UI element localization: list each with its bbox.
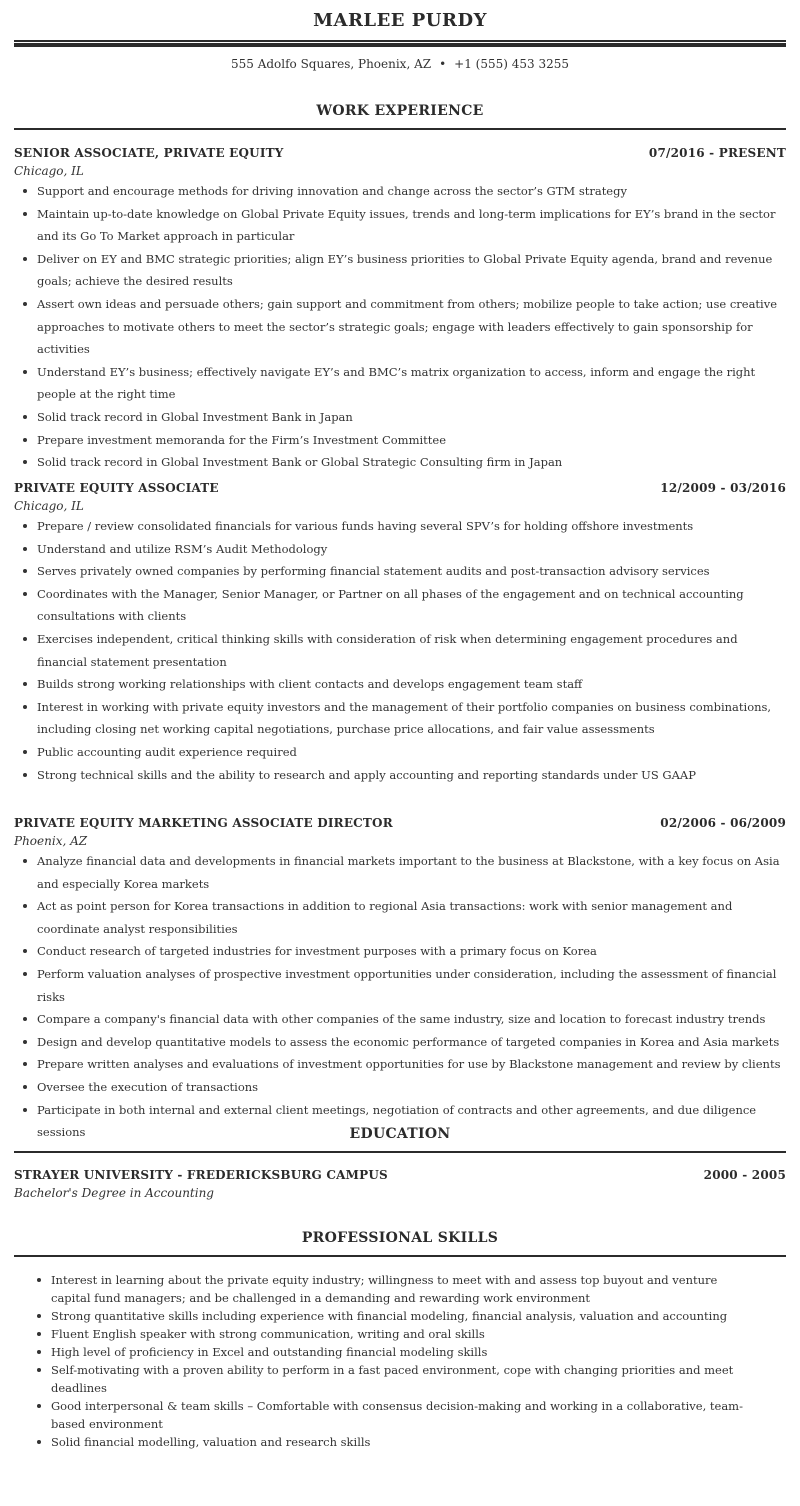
job-title: PRIVATE EQUITY MARKETING ASSOCIATE DIRECTOR	[14, 816, 393, 830]
job-bullet: Solid track record in Global Investment Bank in Japan	[14, 406, 786, 429]
skill-item: Interest in learning about the private equity industry; willingness to meet with and assess top buyout and venture capital fund managers; and be challenged in a demanding and rewarding work environment	[14, 1271, 786, 1307]
job-bullet: Builds strong working relationships with client contacts and develops engagement team staff	[14, 673, 786, 696]
job-dates: 12/2009 - 03/2016	[660, 481, 786, 495]
skill-item: Fluent English speaker with strong communication, writing and oral skills	[14, 1325, 786, 1343]
job-bullet: Strong technical skills and the ability to research and apply accounting and reporting standards under US GAAP	[14, 764, 786, 787]
job-bullet: Interest in working with private equity investors and the management of their portfolio companies on business combinations, including closing net working capital negotiations, purchase price allocations, and fair value assessments	[14, 696, 786, 741]
job-dates: 02/2006 - 06/2009	[660, 816, 786, 830]
school-name: STRAYER UNIVERSITY - FREDERICKSBURG CAMPUS	[14, 1168, 388, 1182]
job-dates: 07/2016 - PRESENT	[648, 146, 786, 160]
job-entry-3	[14, 816, 786, 1144]
job-bullet-list	[14, 850, 786, 1144]
skill-item: Solid financial modelling, valuation and research skills	[14, 1433, 786, 1451]
skill-item: Strong quantitative skills including experience with financial modeling, financial analysis, valuation and accounting	[14, 1307, 786, 1325]
skill-item: Self-motivating with a proven ability to perform in a fast paced environment, cope with changing priorities and meet deadlines	[14, 1361, 786, 1397]
address-text: 555 Adolfo Squares, Phoenix, AZ	[230, 57, 432, 71]
job-bullet: Prepare / review consolidated financials for various funds having several SPV’s for holding offshore investments	[14, 515, 786, 538]
skill-list	[14, 1271, 786, 1451]
job-bullet: Conduct research of targeted industries for investment purposes with a primary focus on Korea	[14, 940, 786, 963]
candidate-name: MARLEE PURDY	[313, 10, 487, 31]
job-bullet: Coordinates with the Manager, Senior Manager, or Partner on all phases of the engagement and on technical accounting consultations with clients	[14, 583, 786, 628]
job-bullet: Solid track record in Global Investment Bank or Global Strategic Consulting firm in Japan	[14, 451, 786, 474]
skill-item: Good interpersonal & team skills – Comfortable with consensus decision-making and working in a collaborative, team-based environment	[14, 1397, 786, 1433]
section-rule-education	[14, 1151, 786, 1153]
job-header	[14, 481, 786, 497]
job-location: Chicago, IL	[14, 499, 84, 513]
degree-name: Bachelor's Degree in Accounting	[14, 1186, 214, 1200]
phone-text: +1 (555) 453 3255	[454, 57, 570, 71]
job-bullet-list	[14, 180, 786, 474]
job-title: SENIOR ASSOCIATE, PRIVATE EQUITY	[14, 146, 284, 160]
header-double-rule	[14, 40, 786, 47]
job-bullet: Serves privately owned companies by performing financial statement audits and post-transaction advisory services	[14, 560, 786, 583]
job-location: Chicago, IL	[14, 164, 84, 178]
skills-block	[14, 1271, 786, 1451]
job-bullet: Compare a company's financial data with other companies of the same industry, size and location to forecast industry trends	[14, 1008, 786, 1031]
job-title: PRIVATE EQUITY ASSOCIATE	[14, 481, 219, 495]
job-bullet: Understand EY’s business; effectively navigate EY’s and BMC’s matrix organization to access, inform and engage the right people at the right time	[14, 361, 786, 406]
job-bullet: Deliver on EY and BMC strategic priorities; align EY’s business priorities to Global Private Equity agenda, brand and revenue goals; achieve the desired results	[14, 248, 786, 293]
job-bullet-list	[14, 515, 786, 786]
job-bullet: Understand and utilize RSM’s Audit Methodology	[14, 538, 786, 561]
job-bullet: Support and encourage methods for driving innovation and change across the sector’s GTM strategy	[14, 180, 786, 203]
section-rule-professional-skills	[14, 1255, 786, 1257]
job-header	[14, 146, 786, 162]
section-title-work-experience: WORK EXPERIENCE	[316, 103, 484, 119]
separator-dot: •	[439, 57, 447, 71]
section-title-education: EDUCATION	[349, 1126, 451, 1142]
education-dates: 2000 - 2005	[703, 1168, 786, 1182]
job-bullet: Maintain up-to-date knowledge on Global Private Equity issues, trends and long-term implications for EY’s brand in the sector and its Go To Market approach in particular	[14, 203, 786, 248]
job-location: Phoenix, AZ	[14, 834, 88, 848]
job-header	[14, 816, 786, 832]
job-bullet: Exercises independent, critical thinking skills with consideration of risk when determining engagement procedures and financial statement presentation	[14, 628, 786, 673]
job-entry-1	[14, 146, 786, 474]
job-bullet: Design and develop quantitative models to assess the economic performance of targeted companies in Korea and Asia markets	[14, 1031, 786, 1054]
job-bullet: Perform valuation analyses of prospective investment opportunities under consideration, including the assessment of financial risks	[14, 963, 786, 1008]
contact-line	[14, 57, 786, 71]
job-entry-2	[14, 481, 786, 786]
skill-item: High level of proficiency in Excel and outstanding financial modeling skills	[14, 1343, 786, 1361]
job-bullet: Public accounting audit experience required	[14, 741, 786, 764]
job-bullet: Oversee the execution of transactions	[14, 1076, 786, 1099]
job-bullet: Act as point person for Korea transactions in addition to regional Asia transactions: work with senior management and coordinate analyst responsibilities	[14, 895, 786, 940]
section-title-professional-skills: PROFESSIONAL SKILLS	[301, 1230, 499, 1246]
education-header	[14, 1168, 786, 1184]
education-entry	[14, 1168, 786, 1202]
job-bullet: Prepare investment memoranda for the Firm’s Investment Committee	[14, 429, 786, 452]
job-bullet: Assert own ideas and persuade others; gain support and commitment from others; mobilize people to take action; use creative approaches to motivate others to meet the sector’s strategic goals; engage with leaders effectively to gain sponsorship for activities	[14, 293, 786, 361]
job-bullet: Analyze financial data and developments in financial markets important to the business at Blackstone, with a key focus on Asia and especially Korea markets	[14, 850, 786, 895]
job-bullet: Prepare written analyses and evaluations of investment opportunities for use by Blackstone management and review by clients	[14, 1053, 786, 1076]
job-bullet: Participate in both internal and external client meetings, negotiation of contracts and other agreements, and due diligence sessions	[14, 1099, 786, 1144]
section-rule-work-experience	[14, 128, 786, 130]
